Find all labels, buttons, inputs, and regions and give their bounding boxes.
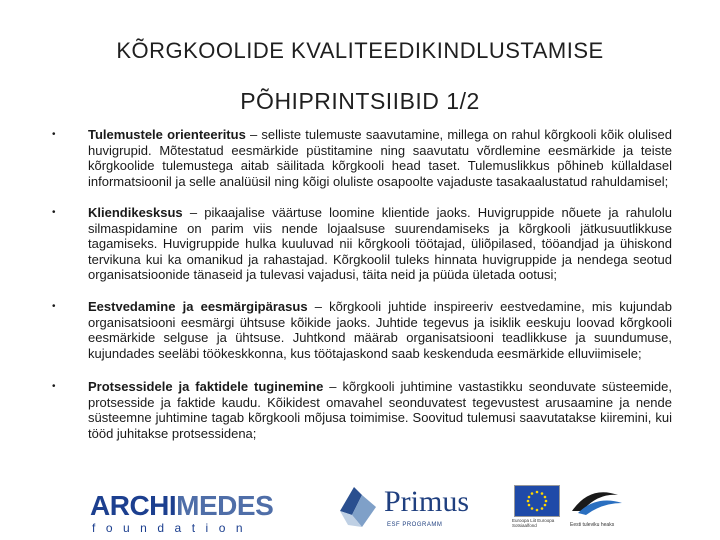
estonia-future-logo — [568, 481, 628, 535]
primus-logo — [332, 481, 472, 533]
primus-logo-text: Primus — [384, 485, 470, 518]
bullet-text: – kõrgkooli juhtimine vastastikku seonduvate süsteemide, protsesside ja faktide kaudu. Kõikidest omavahel seonduvatest tegevustest arusaamine ja nende süsteemne juhtimine tagab kõrgkooli mõjusa toimimise. Soovitud tulemusi saavutatakse kiiremini, kui tööd juhitakse protsessidena; — [88, 379, 672, 441]
eu-flag-icon — [514, 485, 560, 517]
bullet-term: Kliendikesksus — [88, 205, 183, 220]
bullet-term: Eestvedamine ja eesmärgipärasus — [88, 299, 308, 314]
slide-title-line2: PÕHIPRINTSIIBID 1/2 — [240, 88, 480, 114]
bullet-text: – pikaajalise väärtuse loomine klientide jaoks. Huvigruppide nõuete ja rahulolu silmaspidamine on parim viis nende lojaalsuse suurendamiseks ja kõrgkooli jätkusuutlikkuse tagamiseks. Huvigruppide hulka kuuluvad nii kõrgkooli töötajad, üliõpilased, tööandjad ja ühiskond tervikuna kui ka omanikud ja rahastajad. Kõrgkoolil tuleks hinnata huvigruppide ja nendega seotud organisatsioonide tänaseid ja tulevasi vajadusi, täita neid ja püüda ületada ootusi; — [88, 205, 672, 283]
estonia-caption: Eesti tuleviku heaks — [570, 522, 615, 528]
bullet-dot-icon: • — [52, 381, 56, 392]
slide-title-line1: KÕRGKOOLIDE KVALITEEDIKINDLUSTAMISE — [116, 38, 604, 63]
archimedes-logo-text-b: MEDES — [176, 490, 274, 521]
bullet-term: Tulemustele orienteeritus — [88, 127, 246, 142]
bullet-dot-icon: • — [52, 129, 56, 140]
bullet-list — [52, 127, 672, 441]
bullet-item — [52, 379, 672, 441]
archimedes-logo-subtitle: foundation — [92, 521, 254, 535]
estonia-swoosh-icon — [568, 481, 628, 521]
eu-flag-logo — [514, 485, 560, 531]
bullet-item — [52, 127, 672, 205]
archimedes-logo-text-a: ARCHI — [90, 490, 177, 521]
archimedes-logo — [90, 492, 273, 535]
primus-logo-subtitle: ESF PROGRAMM — [387, 522, 443, 528]
eu-caption: Euroopa Liit Euroopa Sotsiaalfond — [512, 518, 555, 528]
bullet-dot-icon: • — [52, 207, 56, 218]
bullet-text: – selliste tulemuste saavutamine, millega on rahul kõrgkooli kõik olulised huvigrupid. Mõtestatud eesmärkide püstitamine ning saavutatu võrdlemine eesmärkide ja teiste kõrgkoolide tulemustega aitab säilitada kõrgkooli head taset. Tulemuslikkus põhineb küllaldasel informatsioonil ja selle analüüsil ning kõigi oluliste osapoolte vajaduste tasakaalustatud rahuldamisel; — [88, 127, 672, 189]
primus-emblem-icon — [332, 481, 382, 533]
bullet-item — [52, 299, 672, 379]
bullet-dot-icon: • — [52, 301, 56, 312]
footer-logos — [0, 475, 720, 535]
bullet-item — [52, 205, 672, 299]
bullet-text: – kõrgkooli juhtide inspireeriv eestvedamine, mis kujundab organisatsiooni eesmärgi ühtsuse kõikide jaoks. Juhtide tegevus ja isiklik eeskuju loovad kõrgkooli eesmärkide selguse ja ühtsuse. Juhtkond määrab organisatsiooni teadlikkuse ja suundumuse, kujundades seeläbi töökeskkonna, kus töötajaskond saab keskenduda eesmärkide elluviimisele; — [88, 299, 672, 361]
bullet-term: Protsessidele ja faktidele tuginemine — [88, 379, 324, 394]
